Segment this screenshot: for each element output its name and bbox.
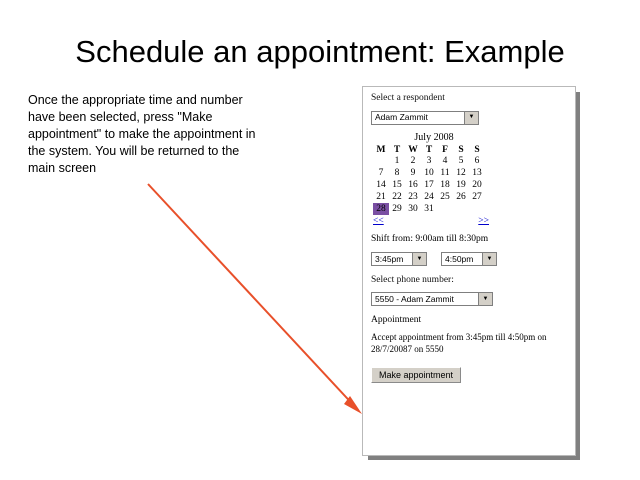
respondent-select-value: Adam Zammit bbox=[375, 112, 428, 122]
calendar-week-row bbox=[373, 191, 485, 203]
calendar-month-label: July 2008 bbox=[414, 131, 454, 143]
calendar-next-link[interactable]: >> bbox=[478, 215, 489, 226]
make-appointment-button[interactable]: Make appointment bbox=[371, 367, 461, 383]
time-range-row bbox=[371, 249, 567, 267]
weekday-head: S bbox=[474, 144, 480, 155]
appointment-summary-text: Accept appointment from 3:45pm till 4:50pm on 28/7/20087 on 5550 bbox=[371, 331, 547, 354]
weekday-head: S bbox=[458, 144, 464, 155]
calendar-day[interactable]: 23 bbox=[408, 191, 418, 202]
calendar-grid[interactable] bbox=[373, 145, 485, 215]
time-from-select[interactable] bbox=[371, 252, 427, 266]
phone-select-value: 5550 - Adam Zammit bbox=[375, 293, 454, 304]
calendar-day[interactable]: 30 bbox=[408, 203, 418, 214]
calendar-day[interactable]: 7 bbox=[378, 167, 384, 178]
respondent-label: Select a respondent bbox=[371, 93, 445, 103]
calendar-day[interactable]: 22 bbox=[392, 191, 402, 202]
respondent-select[interactable] bbox=[371, 111, 479, 125]
calendar-day[interactable]: 1 bbox=[394, 155, 400, 166]
calendar[interactable] bbox=[373, 131, 495, 226]
calendar-day[interactable]: 16 bbox=[408, 179, 418, 190]
calendar-day[interactable]: 5 bbox=[458, 155, 464, 166]
calendar-day[interactable] bbox=[373, 155, 389, 167]
calendar-day[interactable]: 6 bbox=[474, 155, 480, 166]
weekday-head: W bbox=[408, 144, 418, 155]
calendar-day[interactable]: 12 bbox=[456, 167, 466, 178]
calendar-day[interactable]: 20 bbox=[472, 179, 482, 190]
chevron-down-icon: ▼ bbox=[464, 112, 478, 124]
calendar-day[interactable] bbox=[453, 203, 469, 215]
calendar-day[interactable] bbox=[437, 203, 453, 215]
calendar-day[interactable]: 14 bbox=[376, 179, 386, 190]
callout-text: Once the appropriate time and number have been selected, press "Make appointment" to make the appointment in the system. You will be returned to the main screen bbox=[28, 93, 256, 175]
calendar-week-row bbox=[373, 203, 485, 215]
calendar-day[interactable]: 13 bbox=[472, 167, 482, 178]
chevron-down-icon: ▼ bbox=[478, 293, 492, 305]
calendar-day[interactable]: 29 bbox=[392, 203, 402, 214]
calendar-day[interactable]: 17 bbox=[424, 179, 434, 190]
calendar-day[interactable]: 31 bbox=[424, 203, 434, 214]
time-to-select[interactable] bbox=[441, 252, 497, 266]
calendar-day[interactable]: 18 bbox=[440, 179, 450, 190]
calendar-day[interactable]: 26 bbox=[456, 191, 466, 202]
calendar-day[interactable]: 10 bbox=[424, 167, 434, 178]
time-to-value: 4:50pm bbox=[445, 253, 474, 264]
calendar-week-row bbox=[373, 167, 485, 179]
calendar-day-selected[interactable]: 28 bbox=[373, 203, 389, 215]
calendar-day[interactable]: 8 bbox=[394, 167, 400, 178]
calendar-day[interactable]: 3 bbox=[426, 155, 432, 166]
calendar-nav bbox=[373, 216, 489, 226]
time-from-value: 3:45pm bbox=[375, 253, 404, 264]
calendar-day[interactable]: 9 bbox=[410, 167, 416, 178]
chevron-down-icon: ▼ bbox=[412, 253, 426, 265]
appointment-app-screenshot bbox=[362, 86, 576, 456]
calendar-day[interactable] bbox=[469, 203, 485, 215]
calendar-day[interactable]: 25 bbox=[440, 191, 450, 202]
phone-select[interactable] bbox=[371, 292, 493, 306]
calendar-day[interactable]: 2 bbox=[410, 155, 416, 166]
calendar-week-row bbox=[373, 155, 485, 167]
calendar-day[interactable]: 27 bbox=[472, 191, 482, 202]
calendar-day[interactable]: 21 bbox=[376, 191, 386, 202]
chevron-down-icon: ▼ bbox=[482, 253, 496, 265]
appointment-heading: Appointment bbox=[371, 314, 422, 325]
weekday-head: M bbox=[376, 144, 386, 155]
calendar-day[interactable]: 15 bbox=[392, 179, 402, 190]
weekday-head: F bbox=[442, 144, 448, 155]
calendar-prev-link[interactable]: << bbox=[373, 215, 384, 226]
calendar-day[interactable]: 4 bbox=[442, 155, 448, 166]
calendar-header-row bbox=[373, 145, 485, 155]
calendar-day[interactable]: 24 bbox=[424, 191, 434, 202]
calendar-day[interactable]: 11 bbox=[440, 167, 450, 178]
weekday-head: T bbox=[425, 144, 433, 155]
calendar-day[interactable]: 19 bbox=[456, 179, 466, 190]
weekday-head: T bbox=[393, 144, 401, 155]
page-title: Schedule an appointment: Example bbox=[75, 34, 565, 69]
phone-label: Select phone number: bbox=[371, 274, 454, 285]
calendar-week-row bbox=[373, 179, 485, 191]
shift-hours-label: Shift from: 9:00am till 8:30pm bbox=[371, 233, 489, 244]
